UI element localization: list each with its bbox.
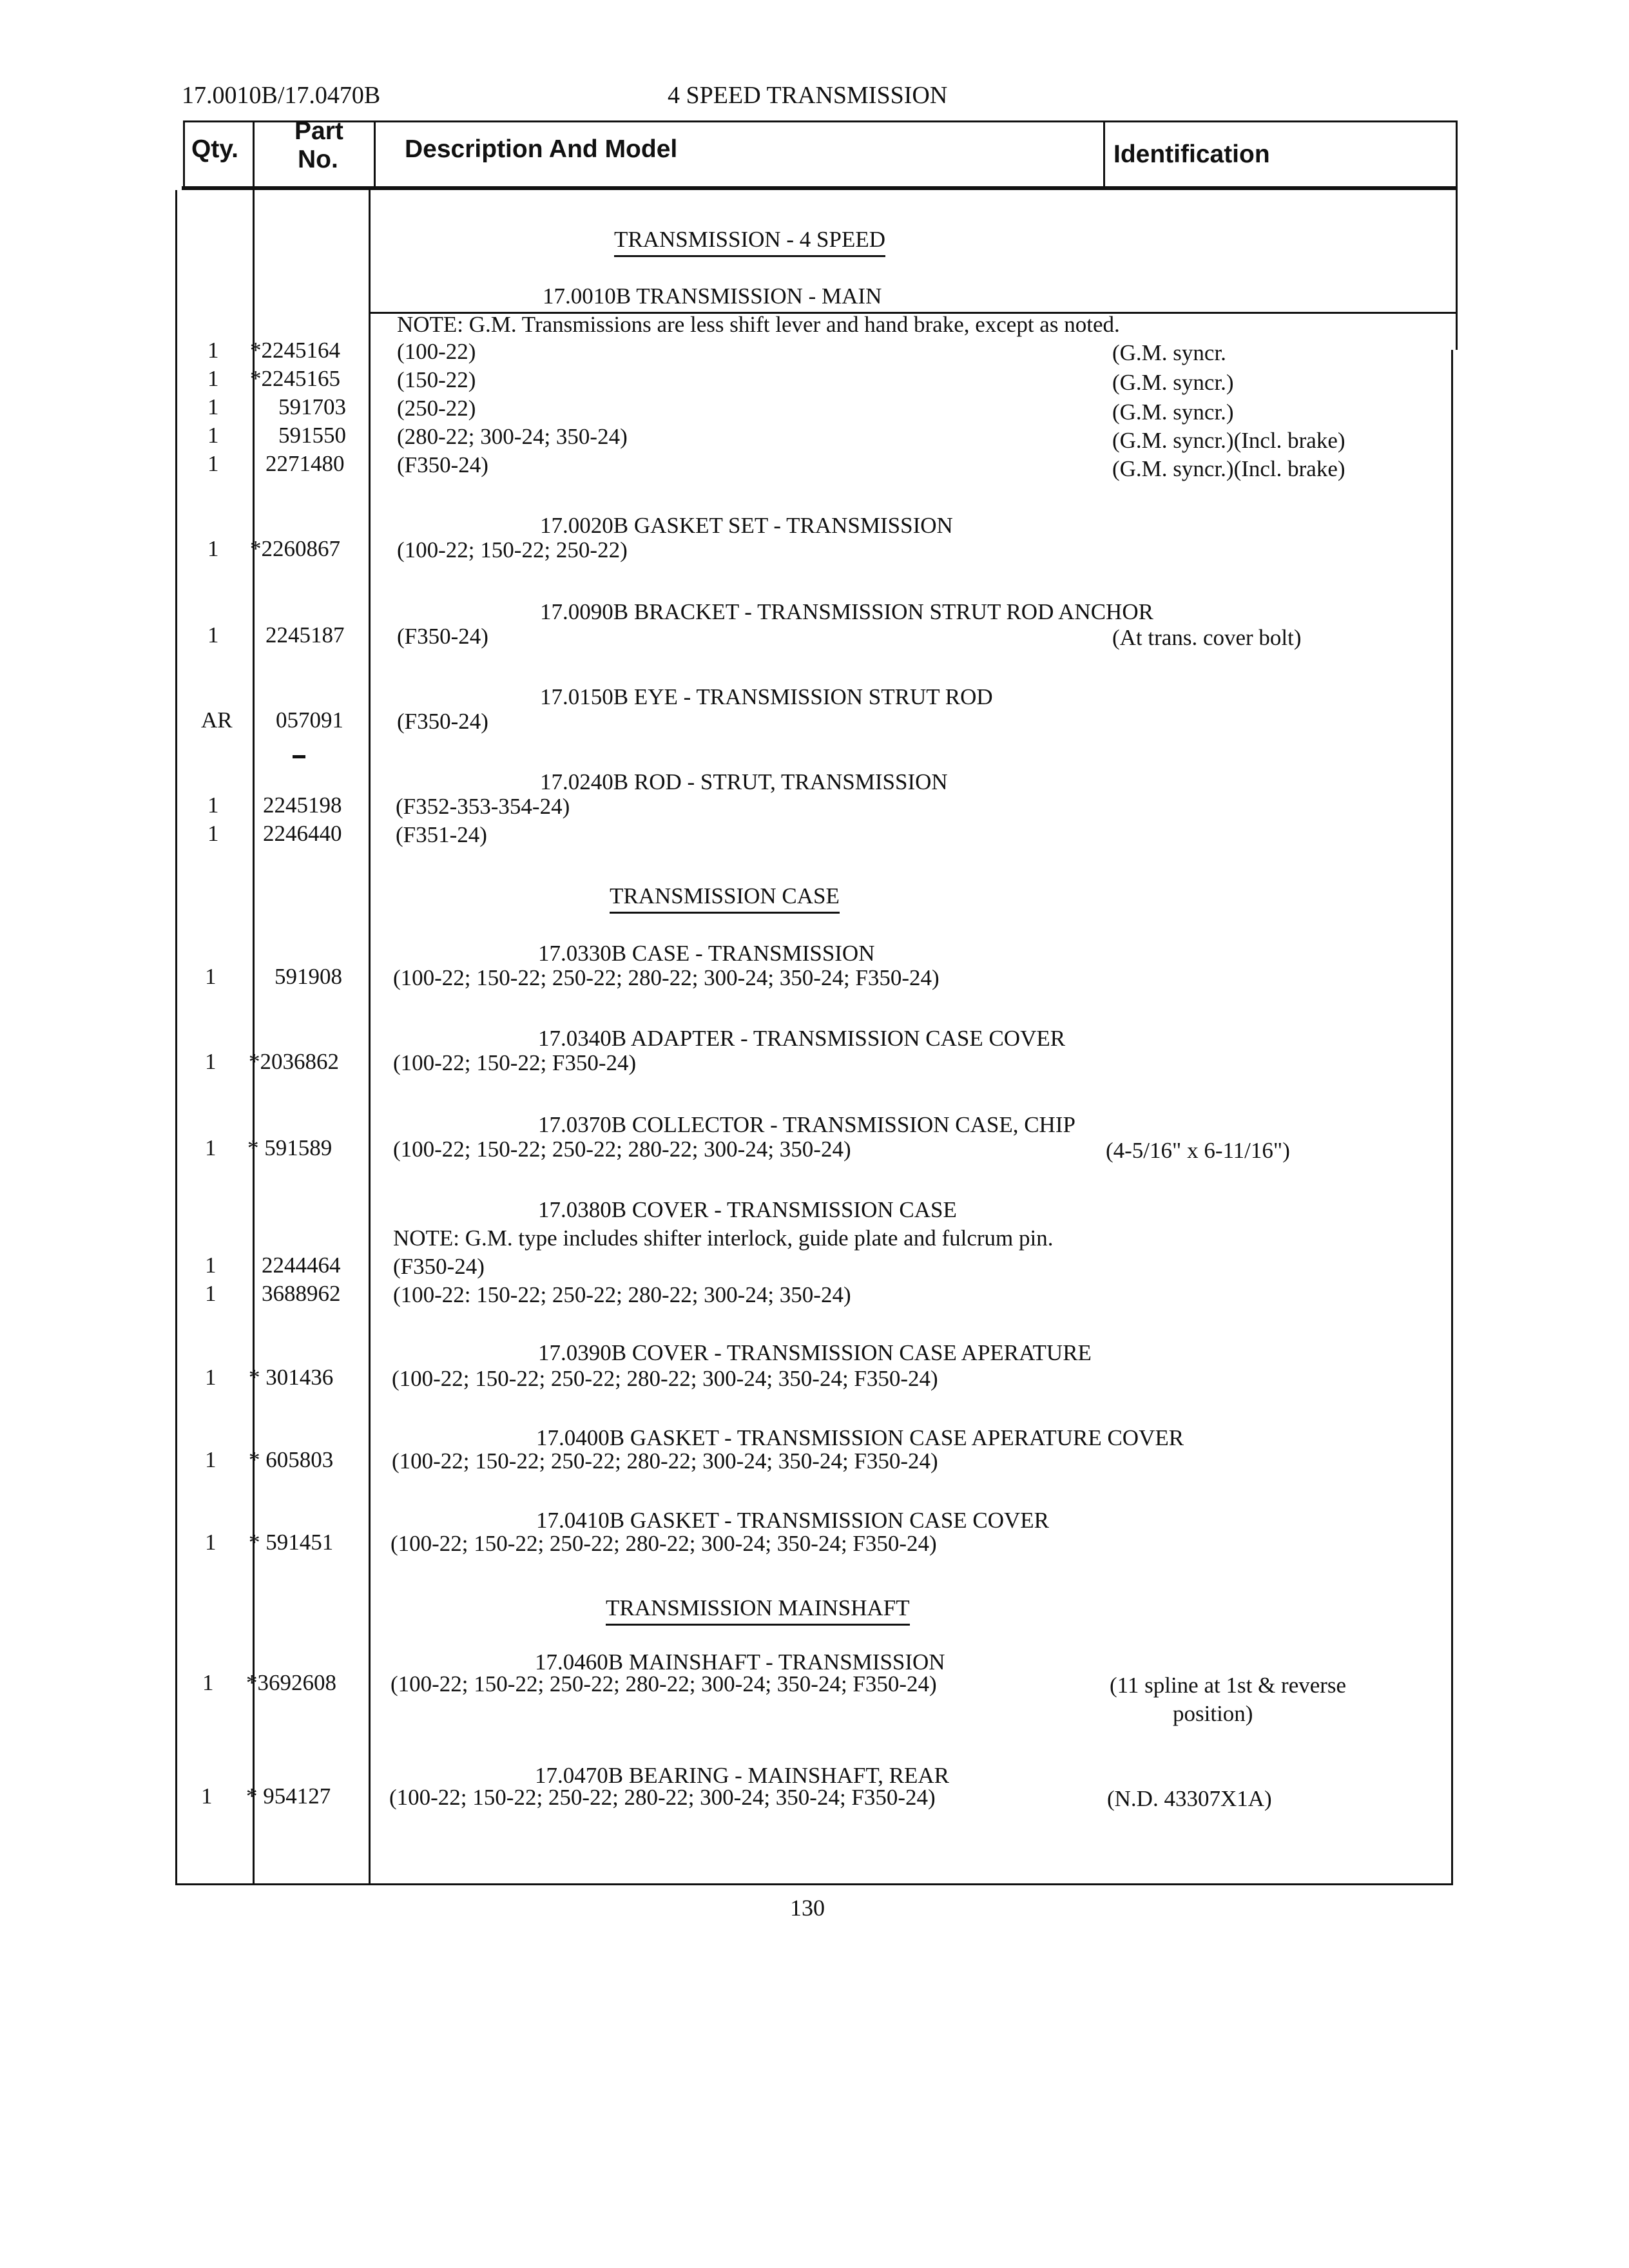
- section-heading: TRANSMISSION - 4 SPEED: [614, 227, 885, 257]
- part-number: *2036862: [249, 1049, 339, 1074]
- group-heading: 17.0460B MAINSHAFT - TRANSMISSION: [535, 1649, 945, 1675]
- part-number: 2246440: [263, 821, 342, 846]
- model-cell: (150-22): [397, 367, 476, 392]
- part-number: 3688962: [262, 1281, 341, 1306]
- qty-cell: 1: [205, 964, 217, 989]
- page-title: 4 SPEED TRANSMISSION: [668, 82, 948, 109]
- group-heading: 17.0090B BRACKET - TRANSMISSION STRUT ROD ANCHOR: [540, 599, 1153, 624]
- col-part-1: Part: [294, 117, 343, 145]
- model-cell: (100-22: 150-22; 250-22; 280-22; 300-24; 350-24): [393, 1282, 851, 1307]
- qty-cell: 1: [207, 821, 219, 846]
- part-number: 591908: [275, 964, 342, 989]
- qty-cell: 1: [205, 1281, 217, 1306]
- qty-cell: 1: [207, 423, 219, 448]
- model-cell: (100-22; 150-22; 250-22; 280-22; 300-24; 350-24; F350-24): [389, 1785, 936, 1810]
- qty-cell: AR: [201, 707, 233, 733]
- note: NOTE: G.M. type includes shifter interlock, guide plate and fulcrum pin.: [393, 1225, 1054, 1251]
- qty-cell: 1: [201, 1783, 213, 1809]
- group-heading: 17.0340B ADAPTER - TRANSMISSION CASE COVER: [538, 1026, 1066, 1051]
- ident-cell: (G.M. syncr.)(Incl. brake): [1112, 428, 1345, 453]
- qty-cell: 1: [207, 536, 219, 561]
- col-part-2: No.: [298, 146, 338, 173]
- part-number: * 591451: [249, 1530, 334, 1555]
- ident-cell-continued: position): [1173, 1701, 1253, 1726]
- group-heading: 17.0390B COVER - TRANSMISSION CASE APERATURE: [538, 1340, 1092, 1365]
- qty-cell: 1: [207, 394, 219, 419]
- qty-cell: 1: [205, 1447, 217, 1472]
- group-heading: 17.0380B COVER - TRANSMISSION CASE: [538, 1197, 957, 1222]
- part-number: 2271480: [265, 451, 345, 476]
- model-cell: (F350-24): [397, 624, 488, 649]
- model-cell: (100-22; 150-22; F350-24): [393, 1050, 637, 1075]
- group-heading: 17.0470B BEARING - MAINSHAFT, REAR: [535, 1763, 949, 1788]
- qty-cell: 1: [207, 366, 219, 391]
- part-number: 2244464: [262, 1253, 341, 1278]
- ident-cell: (4-5/16" x 6-11/16"): [1106, 1138, 1290, 1163]
- part-number: *2260867: [250, 536, 340, 561]
- col-qty: Qty.: [191, 135, 238, 163]
- part-number: 2245187: [265, 622, 345, 648]
- model-cell: (280-22; 300-24; 350-24): [397, 424, 628, 449]
- ident-cell: (11 spline at 1st & reverse: [1110, 1673, 1347, 1698]
- col-description: Description And Model: [405, 135, 678, 163]
- group-heading: 17.0400B GASKET - TRANSMISSION CASE APERATURE COVER: [536, 1425, 1184, 1450]
- qty-cell: 1: [205, 1365, 217, 1390]
- model-cell: (100-22; 150-22; 250-22; 280-22; 300-24; 350-24; F350-24): [393, 965, 940, 990]
- model-cell: (F350-24): [393, 1254, 485, 1279]
- model-cell: (100-22; 150-22; 250-22; 280-22; 300-24; 350-24; F350-24): [390, 1671, 937, 1696]
- part-number: 591550: [278, 423, 346, 448]
- group-heading: 17.0370B COLLECTOR - TRANSMISSION CASE, CHIP: [538, 1112, 1075, 1137]
- group-heading: 17.0240B ROD - STRUT, TRANSMISSION: [540, 769, 948, 794]
- group-heading: 17.0020B GASKET SET - TRANSMISSION: [540, 513, 953, 538]
- group-heading: 17.0010B TRANSMISSION - MAIN: [543, 284, 882, 309]
- part-number: 591703: [278, 394, 346, 419]
- model-cell: (100-22): [397, 339, 476, 364]
- model-cell: (100-22; 150-22; 250-22): [397, 537, 628, 562]
- qty-cell: 1: [202, 1670, 214, 1695]
- part-number: *3692608: [246, 1670, 336, 1695]
- ident-cell: (At trans. cover bolt): [1112, 625, 1302, 650]
- part-number: * 591589: [247, 1135, 333, 1160]
- ident-cell: (N.D. 43307X1A): [1107, 1786, 1272, 1811]
- model-cell: (100-22; 150-22; 250-22; 280-22; 300-24; 350-24; F350-24): [392, 1366, 938, 1391]
- group-heading: 17.0330B CASE - TRANSMISSION: [538, 941, 875, 966]
- part-number: 057091: [276, 707, 343, 733]
- note: NOTE: G.M. Transmissions are less shift lever and hand brake, except as noted.: [397, 312, 1120, 337]
- ident-cell: (G.M. syncr.)(Incl. brake): [1112, 456, 1345, 481]
- dash-mark: [293, 755, 305, 758]
- model-cell: (250-22): [397, 396, 476, 421]
- col-identification: Identification: [1113, 140, 1270, 168]
- part-number: * 301436: [249, 1365, 334, 1390]
- group-heading: 17.0410B GASKET - TRANSMISSION CASE COVER: [536, 1508, 1050, 1533]
- model-cell: (F350-24): [397, 452, 488, 477]
- part-number: *2245165: [250, 366, 340, 391]
- qty-cell: 1: [207, 338, 219, 363]
- qty-cell: 1: [207, 451, 219, 476]
- model-cell: (F350-24): [397, 709, 488, 734]
- ident-cell: (G.M. syncr.: [1112, 340, 1226, 365]
- qty-cell: 1: [205, 1530, 217, 1555]
- qty-cell: 1: [205, 1253, 217, 1278]
- group-heading: 17.0150B EYE - TRANSMISSION STRUT ROD: [540, 684, 993, 709]
- page-number: 130: [790, 1895, 825, 1921]
- part-number: * 954127: [246, 1783, 331, 1809]
- model-cell: (F351-24): [396, 822, 487, 847]
- part-number: * 605803: [249, 1447, 334, 1472]
- qty-cell: 1: [205, 1135, 217, 1160]
- ident-cell: (G.M. syncr.): [1112, 370, 1234, 395]
- model-cell: (100-22; 150-22; 250-22; 280-22; 300-24; 350-24; F350-24): [392, 1448, 938, 1474]
- qty-cell: 1: [205, 1049, 217, 1074]
- model-cell: (F352-353-354-24): [396, 794, 570, 819]
- section-heading: TRANSMISSION CASE: [610, 883, 840, 914]
- part-number: 2245198: [263, 793, 342, 818]
- ident-cell: (G.M. syncr.): [1112, 399, 1234, 425]
- section-code: 17.0010B/17.0470B: [182, 82, 381, 109]
- qty-cell: 1: [207, 622, 219, 648]
- part-number: *2245164: [250, 338, 340, 363]
- model-cell: (100-22; 150-22; 250-22; 280-22; 300-24; 350-24; F350-24): [390, 1531, 937, 1556]
- section-heading: TRANSMISSION MAINSHAFT: [606, 1595, 910, 1626]
- model-cell: (100-22; 150-22; 250-22; 280-22; 300-24; 350-24): [393, 1137, 851, 1162]
- qty-cell: 1: [207, 793, 219, 818]
